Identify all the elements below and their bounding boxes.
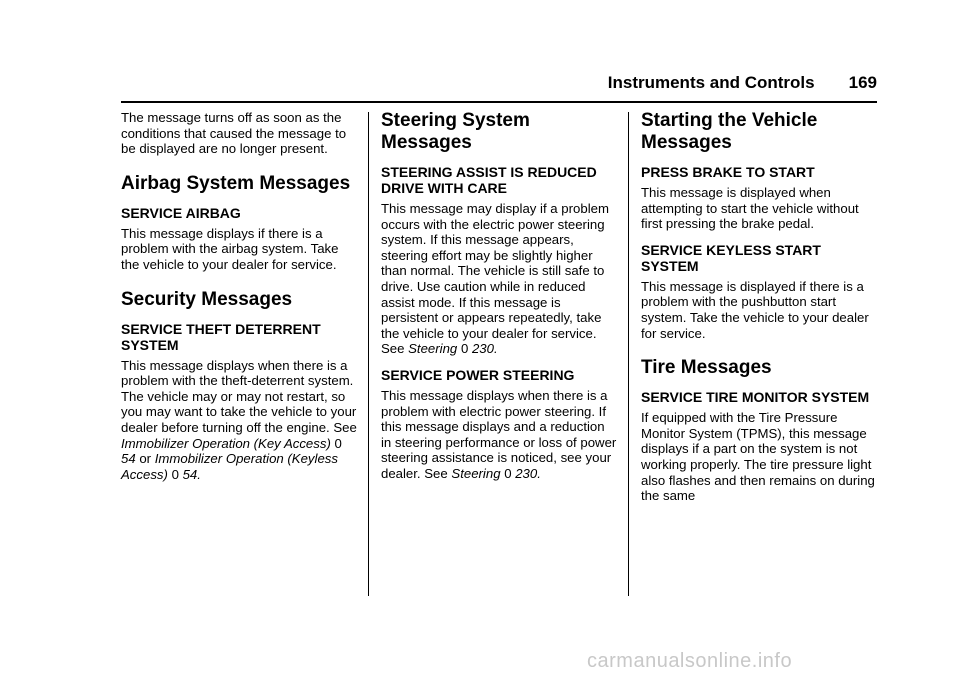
page-ref-54-b[interactable]: 54. [182,466,201,482]
power-text: This message displays when there is a problem with electric power steering. If this message displays and a reduction in steering performance or loss of power steering assistance is noticed, see your dealer. See [381,387,617,481]
steering-assist-paragraph [381,201,617,357]
power-steering-paragraph [381,388,617,482]
intro-paragraph: The message turns off as soon as the conditions that caused the message to be displayed are no longer present. [121,110,347,157]
page-ref-arrow-icon: 0 [504,465,512,481]
page-number: 169 [848,73,877,92]
header-rule [121,101,877,103]
theft-deterrent-paragraph [121,358,357,483]
theft-text: This message displays when there is a problem with the theft-deterrent system. The vehicle may or may not restart, so you may want to take the vehicle to your dealer before turning off the engine. See [121,357,357,435]
column-divider-1 [368,112,369,596]
press-brake-heading: PRESS BRAKE TO START [641,164,815,180]
page-ref-arrow-icon: 0 [334,435,342,451]
theft-deterrent-heading: SERVICE THEFT DETERRENT SYSTEM [121,320,321,353]
page-ref-230-b[interactable]: 230. [515,465,541,481]
column-divider-2 [628,112,629,596]
column-2 [381,110,617,482]
assist-text: This message may display if a problem occurs with the electric power steering system. If this message appears, steering effort may be slightly higher than normal. The vehicle is still safe to drive. Use caution while in reduced assist mode. If this message is persistent or appears repeatedly, take the vehicle to your dealer for service. See [381,201,609,357]
tire-monitor-paragraph: If equipped with the Tire Pressure Monitor System (TPMS), this message displays if a part on the system is not working properly. The tire pressure light also flashes and then remains on during the same [641,410,875,504]
watermark: carmanualsonline.info [587,650,793,672]
or-text: or [139,451,152,467]
airbag-heading: Airbag System Messages [121,172,351,194]
service-airbag-heading: SERVICE AIRBAG [121,204,241,221]
steering-assist-heading: STEERING ASSIST IS REDUCED DRIVE WITH CARE [381,164,597,196]
page-header [121,68,877,98]
column-3 [641,110,877,504]
page-ref-arrow-icon: 0 [171,466,179,482]
immobilizer-keyless-link[interactable]: Immobilizer Operation (Keyless Access) [121,451,338,482]
page-ref-54[interactable]: 54 [121,451,136,467]
column-1 [121,110,357,482]
tire-monitor-heading: SERVICE TIRE MONITOR SYSTEM [641,389,870,406]
service-airbag-paragraph: This message displays if there is a problem with the airbag system. Take the vehicle to your dealer for service. [121,225,339,272]
starting-heading: Starting the Vehicle Messages [641,110,818,153]
security-heading: Security Messages [121,288,293,310]
page-ref-arrow-icon: 0 [460,341,469,357]
page-ref-230[interactable]: 230. [471,341,498,357]
steering-link[interactable]: Steering [408,341,458,357]
tire-heading: Tire Messages [641,357,772,379]
press-brake-paragraph: This message is displayed when attempting to start the vehicle without first pressing the brake pedal. [641,185,859,232]
power-steering-heading: SERVICE POWER STEERING [381,366,575,383]
section-title: Instruments and Controls [607,73,815,92]
keyless-start-paragraph: This message is displayed if there is a problem with the pushbutton start system. Take the vehicle to your dealer for service. [641,278,869,341]
steering-link-b[interactable]: Steering [451,465,501,481]
keyless-start-heading: SERVICE KEYLESS START SYSTEM [641,241,821,274]
steering-heading: Steering System Messages [381,110,530,153]
immobilizer-key-link[interactable]: Immobilizer Operation (Key Access) [121,435,331,451]
